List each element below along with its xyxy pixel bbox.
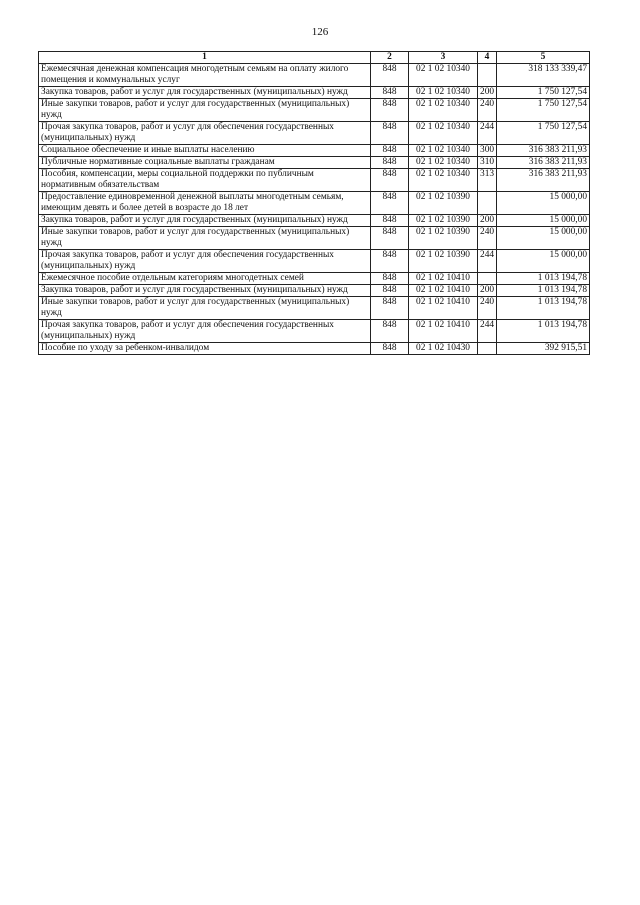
row-amount-cell: 392 915,51 (497, 343, 590, 355)
row-amount-cell: 1 013 194,78 (497, 285, 590, 297)
row-code-cell: 848 (371, 285, 409, 297)
row-amount-cell: 1 750 127,54 (497, 99, 590, 122)
row-code-cell: 848 (371, 297, 409, 320)
column-header-name: 1 (39, 52, 371, 64)
row-name-cell: Закупка товаров, работ и услуг для государственных (муниципальных) нужд (39, 87, 371, 99)
row-type-cell: 240 (478, 99, 497, 122)
column-header-code: 2 (371, 52, 409, 64)
table-row (39, 215, 590, 227)
table-row (39, 169, 590, 192)
row-type-cell: 300 (478, 145, 497, 157)
row-article-cell: 02 1 02 10340 (409, 87, 478, 99)
row-amount-cell: 316 383 211,93 (497, 169, 590, 192)
row-article-cell: 02 1 02 10390 (409, 192, 478, 215)
row-name-cell: Предоставление единовременной денежной выплаты многодетным семьям, имеющим девять и более детей в возрасте до 18 лет (39, 192, 371, 215)
row-amount-cell: 15 000,00 (497, 215, 590, 227)
table-row (39, 122, 590, 145)
row-type-cell (478, 273, 497, 285)
row-name-cell: Прочая закупка товаров, работ и услуг для обеспечения государственных (муниципальных) нужд (39, 320, 371, 343)
row-article-cell: 02 1 02 10340 (409, 157, 478, 169)
row-article-cell: 02 1 02 10340 (409, 145, 478, 157)
row-code-cell: 848 (371, 227, 409, 250)
table-body (39, 64, 590, 355)
table-row (39, 273, 590, 285)
row-code-cell: 848 (371, 99, 409, 122)
row-code-cell: 848 (371, 320, 409, 343)
row-amount-cell: 1 013 194,78 (497, 297, 590, 320)
budget-table (38, 51, 590, 355)
row-amount-cell: 15 000,00 (497, 250, 590, 273)
table-row (39, 192, 590, 215)
table-row (39, 297, 590, 320)
row-type-cell: 200 (478, 215, 497, 227)
table-header-row (39, 52, 590, 64)
row-code-cell: 848 (371, 250, 409, 273)
row-article-cell: 02 1 02 10410 (409, 320, 478, 343)
row-type-cell (478, 192, 497, 215)
row-amount-cell: 316 383 211,93 (497, 157, 590, 169)
table-row (39, 87, 590, 99)
column-header-type: 4 (478, 52, 497, 64)
table-row (39, 320, 590, 343)
row-code-cell: 848 (371, 273, 409, 285)
row-type-cell: 310 (478, 157, 497, 169)
table-row (39, 99, 590, 122)
row-type-cell: 240 (478, 297, 497, 320)
row-amount-cell: 15 000,00 (497, 227, 590, 250)
row-name-cell: Ежемесячная денежная компенсация многодетным семьям на оплату жилого помещения и коммунальных услуг (39, 64, 371, 87)
row-amount-cell: 15 000,00 (497, 192, 590, 215)
row-article-cell: 02 1 02 10390 (409, 250, 478, 273)
row-type-cell: 244 (478, 250, 497, 273)
table-row (39, 157, 590, 169)
table-row (39, 145, 590, 157)
row-name-cell: Прочая закупка товаров, работ и услуг для обеспечения государственных (муниципальных) нужд (39, 250, 371, 273)
row-type-cell: 240 (478, 227, 497, 250)
row-code-cell: 848 (371, 64, 409, 87)
row-type-cell: 200 (478, 285, 497, 297)
row-type-cell (478, 343, 497, 355)
row-type-cell: 313 (478, 169, 497, 192)
row-type-cell: 244 (478, 320, 497, 343)
row-name-cell: Пособие по уходу за ребенком-инвалидом (39, 343, 371, 355)
column-header-amount: 5 (497, 52, 590, 64)
row-article-cell: 02 1 02 10340 (409, 99, 478, 122)
row-article-cell: 02 1 02 10340 (409, 169, 478, 192)
row-type-cell (478, 64, 497, 87)
row-article-cell: 02 1 02 10390 (409, 215, 478, 227)
row-type-cell: 200 (478, 87, 497, 99)
row-amount-cell: 318 133 339,47 (497, 64, 590, 87)
row-code-cell: 848 (371, 215, 409, 227)
row-code-cell: 848 (371, 192, 409, 215)
row-article-cell: 02 1 02 10410 (409, 285, 478, 297)
row-amount-cell: 316 383 211,93 (497, 145, 590, 157)
row-code-cell: 848 (371, 157, 409, 169)
row-code-cell: 848 (371, 169, 409, 192)
row-amount-cell: 1 013 194,78 (497, 273, 590, 285)
row-name-cell: Пособия, компенсации, меры социальной поддержки по публичным нормативным обязательствам (39, 169, 371, 192)
row-name-cell: Иные закупки товаров, работ и услуг для государственных (муниципальных) нужд (39, 99, 371, 122)
row-article-cell: 02 1 02 10430 (409, 343, 478, 355)
row-name-cell: Публичные нормативные социальные выплаты гражданам (39, 157, 371, 169)
row-name-cell: Социальное обеспечение и иные выплаты населению (39, 145, 371, 157)
table-row (39, 227, 590, 250)
row-code-cell: 848 (371, 343, 409, 355)
table-row (39, 285, 590, 297)
row-article-cell: 02 1 02 10340 (409, 122, 478, 145)
row-article-cell: 02 1 02 10410 (409, 297, 478, 320)
row-article-cell: 02 1 02 10410 (409, 273, 478, 285)
row-name-cell: Иные закупки товаров, работ и услуг для государственных (муниципальных) нужд (39, 227, 371, 250)
page-number: 126 (311, 26, 329, 38)
table-row (39, 343, 590, 355)
table-row (39, 64, 590, 87)
row-code-cell: 848 (371, 87, 409, 99)
row-type-cell: 244 (478, 122, 497, 145)
row-code-cell: 848 (371, 145, 409, 157)
row-article-cell: 02 1 02 10390 (409, 227, 478, 250)
row-amount-cell: 1 750 127,54 (497, 122, 590, 145)
row-name-cell: Иные закупки товаров, работ и услуг для государственных (муниципальных) нужд (39, 297, 371, 320)
row-name-cell: Прочая закупка товаров, работ и услуг для обеспечения государственных (муниципальных) нужд (39, 122, 371, 145)
row-amount-cell: 1 750 127,54 (497, 87, 590, 99)
row-article-cell: 02 1 02 10340 (409, 64, 478, 87)
row-name-cell: Закупка товаров, работ и услуг для государственных (муниципальных) нужд (39, 285, 371, 297)
row-name-cell: Закупка товаров, работ и услуг для государственных (муниципальных) нужд (39, 215, 371, 227)
table-row (39, 250, 590, 273)
row-code-cell: 848 (371, 122, 409, 145)
column-header-article: 3 (409, 52, 478, 64)
row-amount-cell: 1 013 194,78 (497, 320, 590, 343)
row-name-cell: Ежемесячное пособие отдельным категориям многодетных семей (39, 273, 371, 285)
